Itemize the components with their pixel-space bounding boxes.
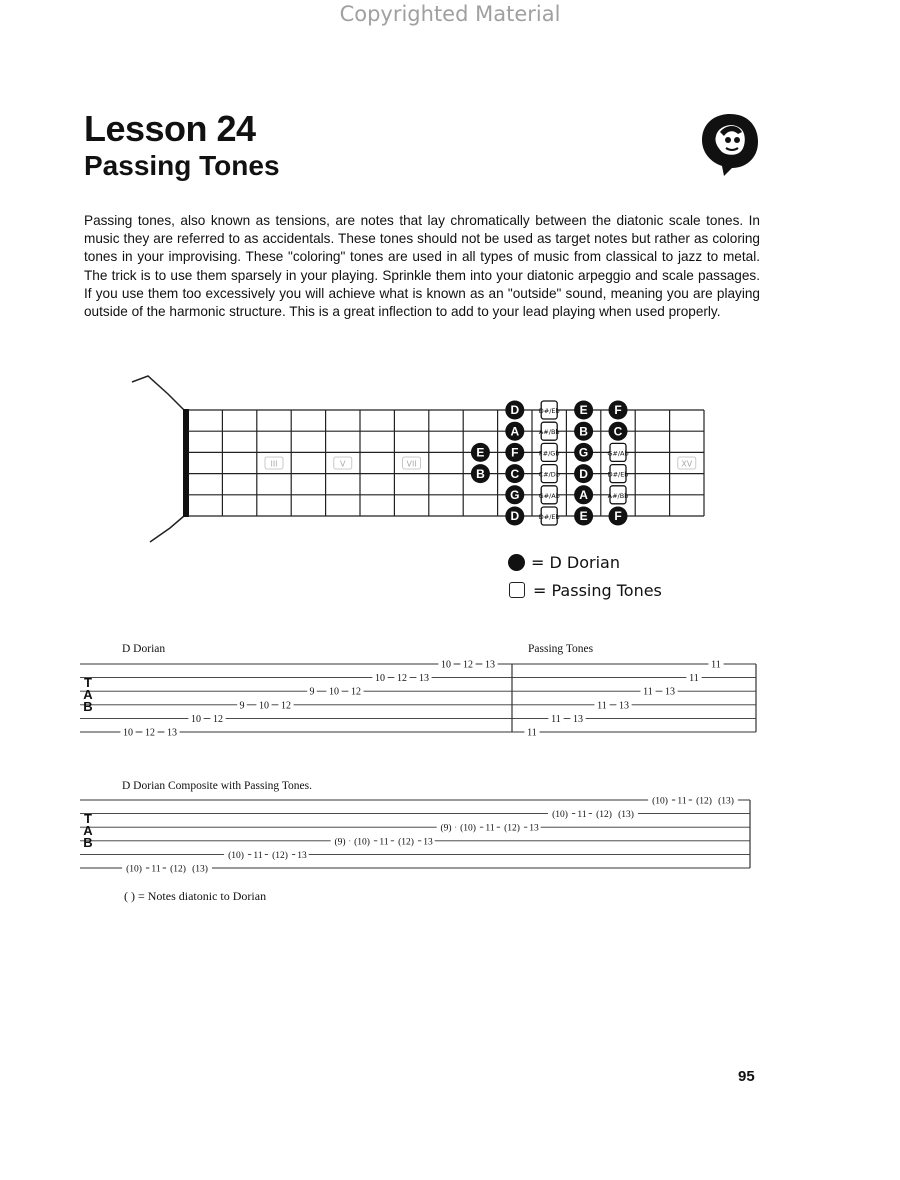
tab-fret-number: 12 [145, 727, 155, 739]
dorian-note-dot [574, 464, 593, 483]
legend-row-dorian [508, 548, 662, 576]
svg-text:G#/Ab: G#/Ab [607, 449, 629, 458]
tab-fret-number: (10) [354, 837, 370, 848]
svg-text:XV: XV [681, 459, 693, 469]
tab-fret-number: 10 [191, 713, 201, 725]
svg-text:A: A [510, 424, 520, 439]
tab-fret-number: 12 [213, 713, 223, 725]
fretboard-diagram [0, 360, 900, 550]
tab-fret-number: 11 [577, 810, 587, 821]
svg-text:G: G [510, 488, 520, 502]
fret-inlay-marker [265, 457, 283, 469]
tab-fret-number: 13 [423, 837, 433, 848]
dorian-note-dot [574, 443, 593, 462]
tab-fret-number: 13 [297, 850, 307, 861]
tab-fret-number: 13 [665, 686, 675, 698]
tab-fret-number: 13 [619, 700, 629, 712]
svg-text:D: D [579, 466, 588, 481]
passing-tone-box [539, 443, 560, 461]
tab-fret-number: 11 [643, 686, 653, 698]
tab-fret-number: 11 [597, 700, 607, 712]
tab-fret-number: 11 [689, 673, 699, 685]
tab-clef-letter: T [84, 675, 92, 691]
dorian-note-dot [574, 401, 593, 420]
open-box-icon [509, 582, 525, 598]
tab-fret-number: 9 [309, 686, 315, 698]
passing-tone-box [539, 401, 560, 419]
tab-fret-number: (10) [552, 810, 568, 821]
svg-text:D#/Eb: D#/Eb [538, 407, 560, 415]
dorian-note-dot [574, 422, 593, 441]
svg-text:G: G [578, 445, 589, 460]
svg-text:G#/Ab: G#/Ab [538, 491, 560, 500]
tab-footnote: ( ) = Notes diatonic to Dorian [124, 889, 267, 903]
tab-fret-number: (12) [170, 864, 186, 875]
fret-inlay-marker [334, 457, 352, 469]
svg-text:VII: VII [406, 459, 417, 469]
guitarist-face-logo-icon [698, 110, 762, 178]
svg-text:A#/Bb: A#/Bb [538, 428, 560, 437]
headstock-bottom-line [150, 516, 184, 542]
dorian-note-dot [505, 485, 524, 504]
dorian-note-dot [505, 422, 524, 441]
dorian-note-dot [574, 485, 593, 504]
svg-text:E: E [579, 509, 588, 524]
tab-clef-letter: B [83, 699, 93, 715]
tab-fret-number: 12 [281, 700, 291, 712]
svg-text:E: E [579, 403, 588, 418]
fret-inlay-marker [678, 457, 696, 469]
svg-text:D#/Eb: D#/Eb [607, 470, 629, 479]
tab-clef-letter: A [83, 687, 93, 703]
svg-text:D#/Eb: D#/Eb [538, 513, 560, 521]
tab-fret-number: 11 [551, 713, 561, 725]
tab-fret-number: 13 [573, 713, 583, 725]
tab-fret-number: 13 [529, 823, 539, 834]
tab-fret-number: 12 [463, 659, 473, 671]
svg-text:F#/Gb: F#/Gb [538, 449, 560, 458]
tab-fret-number: 11 [379, 837, 389, 848]
tab-fret-number: (12) [504, 823, 520, 834]
tab-fret-number: (13) [618, 810, 634, 821]
tab-fret-number: 11 [677, 796, 687, 807]
svg-text:F: F [511, 445, 519, 460]
passing-tone-box [608, 486, 629, 504]
dorian-note-dot [609, 507, 628, 526]
filled-dot-icon [508, 554, 525, 571]
svg-text:C: C [510, 466, 520, 481]
passing-tone-box [608, 465, 629, 483]
tab-fret-number: 10 [123, 727, 133, 739]
tab-fret-number: 10 [329, 686, 339, 698]
passing-tone-box [539, 507, 560, 525]
tab-fret-number: 11 [151, 864, 161, 875]
legend-dorian-label: = D Dorian [531, 552, 620, 572]
svg-text:A: A [579, 488, 588, 502]
fretboard-legend [508, 548, 662, 604]
svg-text:C: C [613, 424, 623, 439]
dorian-note-dot [505, 464, 524, 483]
tab-fret-number: (10) [460, 823, 476, 834]
tab-fret-number: (10) [652, 796, 668, 807]
tab-fret-number: 13 [485, 659, 495, 671]
tab-fret-number: (13) [718, 796, 734, 807]
tab-clef-letter: A [83, 823, 93, 839]
svg-text:A#/Bb: A#/Bb [607, 491, 629, 500]
tab-fret-number: 11 [253, 850, 263, 861]
passing-tone-box [607, 443, 628, 461]
tab-fret-number: 11 [485, 823, 495, 834]
svg-text:F: F [614, 509, 622, 524]
tab-clef-letter: T [84, 811, 92, 827]
tab-label-composite: D Dorian Composite with Passing Tones. [122, 780, 313, 792]
dorian-note-dot [574, 507, 593, 526]
tab-fret-number: (9) [334, 837, 346, 848]
tab-label-passing: Passing Tones [528, 643, 594, 655]
tab-fret-number: 9 [239, 700, 245, 712]
legend-row-passing [508, 576, 662, 604]
passing-tone-box [539, 486, 560, 504]
svg-text:III: III [270, 459, 278, 469]
tab-fret-number: (10) [228, 850, 244, 861]
tab-staff-dorian-and-passing [0, 636, 900, 746]
tab-fret-number: (13) [192, 864, 208, 875]
tab-fret-number: 10 [441, 659, 451, 671]
svg-text:B: B [579, 424, 588, 439]
tab-fret-number: 10 [259, 700, 269, 712]
lesson-body-paragraph: Passing tones, also known as tensions, are notes that lay chromatically between the diatonic scale tones. In music they are referred to as accidentals. These tones should not be used as target notes but rather as coloring tones in your improvising. These "coloring" tones are used in all types of music from classical to jazz to metal. The trick is to use them sparsely in your playing. Sprinkle them into your diatonic arpeggio and scale passages. If you use them too excessively you will achieve what is known as an "outside" sound, meaning you are playing outside of the harmonic structure. This is a great inflection to add to your lead playing when used properly. [84, 213, 760, 320]
dorian-note-dot [505, 443, 524, 462]
dorian-note-dot [471, 464, 490, 483]
svg-text:V: V [340, 459, 346, 469]
svg-text:F: F [614, 403, 622, 418]
headstock-top-line [132, 376, 184, 410]
dorian-note-dot [609, 401, 628, 420]
tab-fret-number: 13 [167, 727, 177, 739]
fret-inlay-marker [403, 457, 421, 469]
tab-fret-number: 12 [351, 686, 361, 698]
lesson-title: Lesson 24 [84, 108, 256, 149]
tab-clef-letter: B [83, 835, 93, 851]
tab-fret-number: (12) [696, 796, 712, 807]
tab-fret-number: (9) [440, 823, 452, 834]
copyright-watermark: Copyrighted Material [339, 2, 561, 26]
tab-fret-number: 12 [397, 673, 407, 685]
page-number: 95 [738, 1068, 755, 1085]
passing-tone-box [539, 422, 560, 440]
tab-fret-number: 13 [419, 673, 429, 685]
dorian-note-dot [609, 422, 628, 441]
svg-text:B: B [476, 466, 485, 481]
svg-text:E: E [476, 445, 485, 460]
dorian-note-dot [505, 507, 524, 526]
svg-text:D: D [510, 403, 520, 418]
dorian-note-dot [471, 443, 490, 462]
tab-fret-number: (12) [272, 850, 288, 861]
dorian-note-dot [505, 401, 524, 420]
tab-fret-number: 11 [527, 727, 537, 739]
legend-passing-label: = Passing Tones [533, 580, 662, 600]
tab-fret-number: 10 [375, 673, 385, 685]
tab-label-dorian: D Dorian [122, 643, 166, 655]
lesson-subtitle: Passing Tones [84, 150, 280, 181]
tab-fret-number: (12) [596, 810, 612, 821]
svg-text:D: D [510, 509, 520, 524]
tab-staff-composite [0, 772, 900, 882]
svg-text:C#/Db: C#/Db [538, 470, 560, 479]
nut [183, 409, 189, 517]
tab-fret-number: (12) [398, 837, 414, 848]
tab-fret-number: (10) [126, 864, 142, 875]
tab-fret-number: 11 [711, 659, 721, 671]
passing-tone-box [539, 465, 560, 483]
